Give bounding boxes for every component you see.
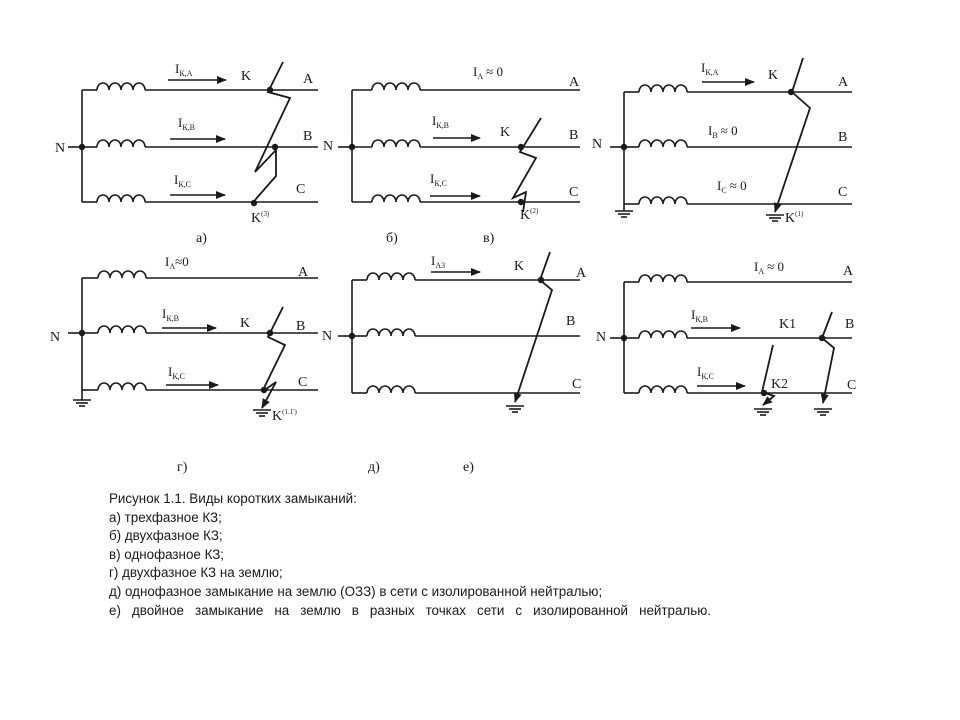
junction-dot: [267, 330, 273, 336]
current-ika-label: $I_{К,А}$: [175, 61, 193, 78]
fault-lightning: [255, 62, 290, 200]
coil-symbol: [639, 140, 687, 147]
current-ib-label: $I_В \approx 0$: [708, 123, 738, 140]
panel-d-caption: д): [368, 460, 380, 475]
coil-symbol: [639, 275, 687, 282]
label-neutral: N: [55, 141, 66, 156]
junction-dot: [251, 200, 257, 206]
panel-e-caption: е): [463, 460, 474, 475]
caption-item-d: д) однофазное замыкание на землю (ОЗЗ) в сети с изолированной нейтралью;: [109, 583, 603, 599]
coil-symbol: [372, 195, 420, 202]
coil-symbol: [367, 329, 415, 336]
label-point-k: K: [768, 68, 779, 83]
junction-dot: [272, 144, 278, 150]
fault-lightning: [822, 312, 834, 403]
label-phase-c: C: [838, 185, 848, 200]
label-phase-c: C: [298, 375, 308, 390]
coil-symbol: [639, 197, 687, 204]
label-point-k: K: [500, 125, 511, 140]
current-ikb-label: $I_{К,В}$: [691, 307, 709, 324]
label-point-k2: $K^{(2)}$: [520, 207, 539, 223]
current-ikc-label: $I_{К,С}$: [174, 172, 192, 189]
current-ia-label: $I_А \approx 0$: [473, 64, 504, 81]
coil-symbol: [372, 83, 420, 90]
current-ic-label: $I_С \approx 0$: [717, 178, 747, 195]
junction-dot: [538, 277, 544, 283]
junction-dot: [761, 390, 767, 396]
label-neutral: N: [592, 137, 603, 152]
label-neutral: N: [596, 330, 607, 345]
current-ika-label: $I_{К,А}$: [701, 60, 719, 77]
label-phase-a: A: [298, 265, 309, 280]
label-point-k: K: [240, 316, 251, 331]
junction-dot: [261, 387, 267, 393]
label-phase-c: C: [572, 377, 582, 392]
label-point-k3: $K^{(3)}$: [251, 210, 270, 226]
panel-b: [323, 64, 580, 246]
label-phase-b: B: [838, 130, 848, 145]
junction-dot: [518, 199, 524, 205]
current-ia3-label: $I_{А3}$: [431, 253, 446, 270]
coil-symbol: [367, 386, 415, 393]
label-phase-a: A: [838, 75, 849, 90]
label-phase-b: B: [566, 314, 576, 329]
figure-caption: [109, 490, 729, 620]
label-phase-a: A: [303, 72, 314, 87]
current-ikc-label: $I_{К,С}$: [168, 364, 186, 381]
coil-symbol: [97, 83, 145, 90]
caption-item-v: в) однофазное КЗ;: [109, 546, 225, 562]
coil-symbol: [97, 195, 145, 202]
panel-g-caption: г): [177, 460, 188, 475]
coil-symbol: [639, 331, 687, 338]
label-point-k: K: [241, 69, 252, 84]
junction-dot: [819, 335, 825, 341]
coil-symbol: [98, 326, 146, 333]
label-point-k2: K2: [771, 377, 789, 392]
current-ikc-label: $I_{К,С}$: [430, 171, 448, 188]
current-ikb-label: $I_{К,В}$: [178, 115, 196, 132]
current-ikc-label: $I_{К,С}$: [697, 364, 715, 381]
fault-lightning: [513, 118, 541, 212]
coil-symbol: [639, 85, 687, 92]
label-phase-c: C: [847, 378, 857, 393]
coil-symbol: [98, 383, 146, 390]
label-phase-a: A: [576, 266, 587, 281]
panel-g: [50, 254, 309, 475]
current-ia-label: $I_А \approx 0$: [754, 259, 785, 276]
label-phase-b: B: [845, 317, 855, 332]
label-point-k: K: [514, 259, 525, 274]
label-neutral: N: [323, 139, 334, 154]
junction-dot: [518, 144, 524, 150]
label-phase-c: C: [296, 182, 306, 197]
label-point-k1: K1: [779, 317, 797, 332]
label-neutral: N: [50, 330, 61, 345]
caption-item-a: а) трехфазное КЗ;: [109, 509, 222, 525]
coil-symbol: [372, 140, 420, 147]
current-ikb-label: $I_{К,В}$: [162, 306, 180, 323]
label-phase-a: A: [569, 75, 580, 90]
label-phase-b: B: [569, 128, 579, 143]
caption-item-e: е) двойное замыкание на землю в разных точках сети с изолированной нейтралью.: [109, 602, 711, 618]
panel-v-caption: в): [483, 231, 495, 246]
label-point-k1: $K^{(1)}$: [785, 210, 804, 226]
label-neutral: N: [322, 329, 333, 344]
label-phase-c: C: [569, 185, 579, 200]
panel-b-caption: б): [386, 231, 398, 246]
fault-lightning: [775, 58, 810, 212]
coil-symbol: [639, 386, 687, 393]
current-ikb-label: $I_{К,В}$: [432, 113, 450, 130]
junction-dot: [267, 87, 273, 93]
label-phase-b: B: [296, 319, 306, 334]
label-phase-a: A: [843, 264, 854, 279]
junction-dot: [788, 89, 794, 95]
panel-e: [596, 259, 856, 393]
current-ia-label: $I_А\approx 0$: [165, 254, 189, 271]
coil-symbol: [367, 273, 415, 280]
coil-symbol: [98, 271, 146, 278]
label-point-k11: $K^{(1.1')}$: [272, 408, 297, 424]
label-phase-b: B: [303, 129, 313, 144]
panel-v: [592, 60, 849, 226]
caption-title: Рисунок 1.1. Виды коротких замыканий:: [109, 491, 357, 506]
coil-symbol: [97, 140, 145, 147]
caption-item-b: б) двухфазное КЗ;: [109, 528, 223, 544]
panel-a-caption: а): [196, 231, 207, 246]
caption-item-g: г) двухфазное КЗ на землю;: [109, 565, 283, 581]
fault-lightning: [515, 252, 552, 402]
